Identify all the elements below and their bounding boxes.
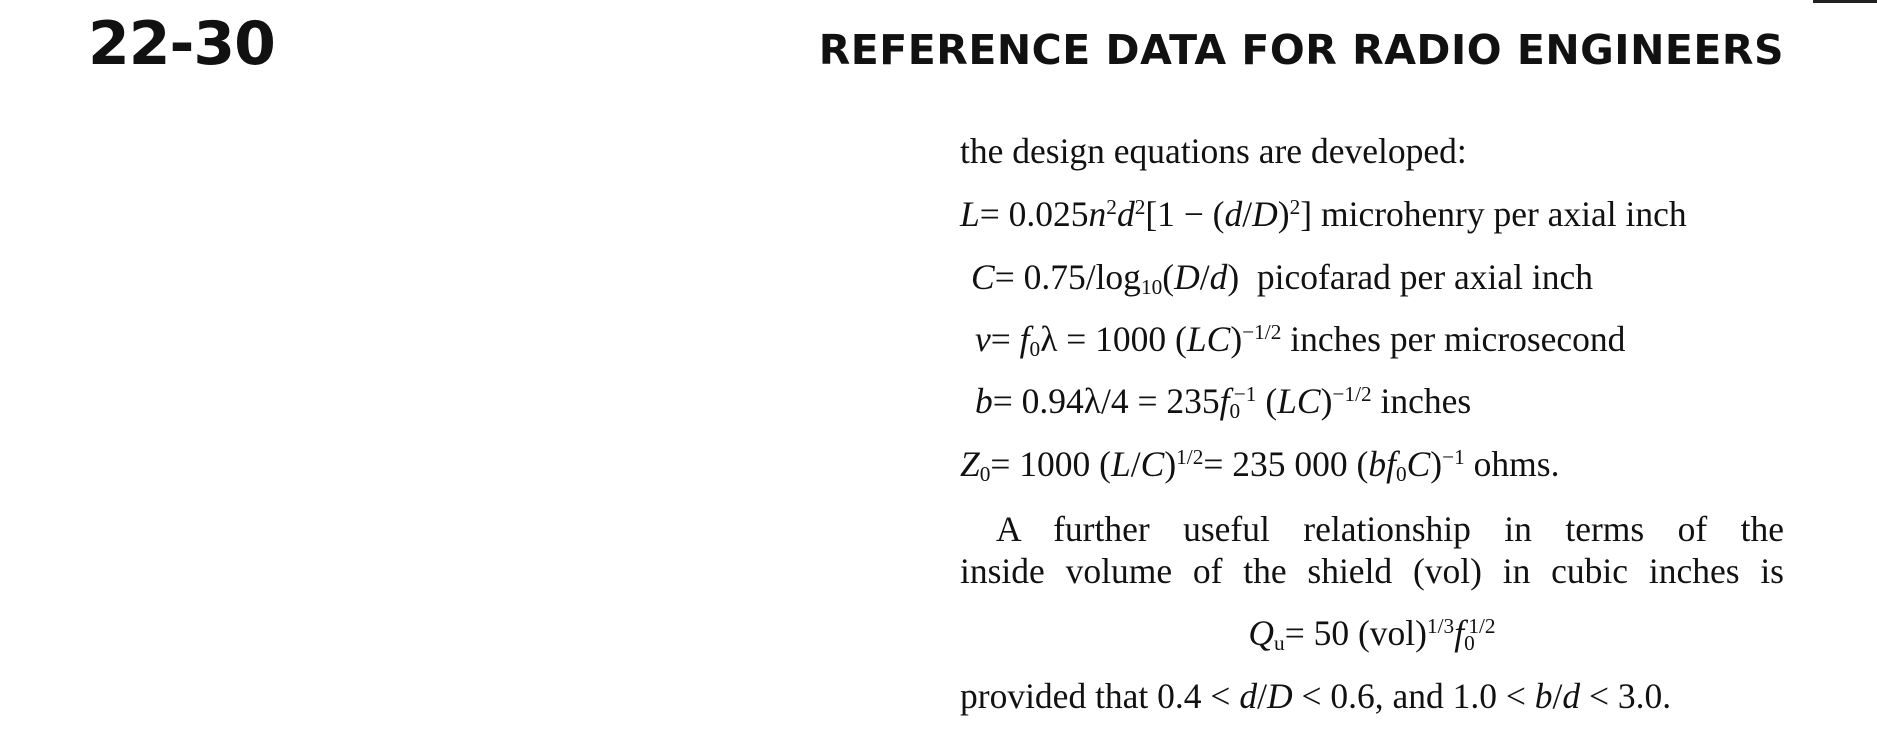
scan-edge-mark bbox=[1813, 0, 1877, 3]
equation-length: $b= 0.94\lambda/4 = 235f_0^{-1}$ (LC)$^{-1/2}$ inches bbox=[975, 381, 1472, 424]
equation-impedance: $Z_0= 1000$ $(L/C)^{1/2}= 235$ 000 $(bf_0C)^{-1}$ ohms. bbox=[960, 444, 1560, 487]
equation-velocity: $v= f_0\lambda = 1000$ (LC)$^{-1/2}$ inches per microsecond bbox=[975, 319, 1626, 362]
paragraph-line-2: inside volume of the shield (vol) in cubic inches is bbox=[960, 551, 1784, 591]
page-number: 22-30 bbox=[88, 9, 275, 79]
equation-quality-factor: $Q_u= 50$ $(vol)^{1/3}f_0^{1/2}$ bbox=[1248, 613, 1496, 656]
running-title: REFERENCE DATA FOR RADIO ENGINEERS bbox=[818, 26, 1784, 74]
proviso-text: provided that 0.4 < d/D < 0.6, and 1.0 < b/d < 3.0. bbox=[960, 676, 1672, 716]
intro-text: the design equations are developed: bbox=[960, 131, 1467, 171]
equation-capacitance: $C= 0.75/\log_{10}(D/d)$ picofarad per axial inch bbox=[971, 257, 1593, 300]
equation-inductance: $L= 0.025n^2d^2[1 - (d/D)^2]$ microhenry per axial inch bbox=[960, 194, 1687, 234]
paragraph-line-1: A further useful relationship in terms of the bbox=[996, 509, 1784, 549]
